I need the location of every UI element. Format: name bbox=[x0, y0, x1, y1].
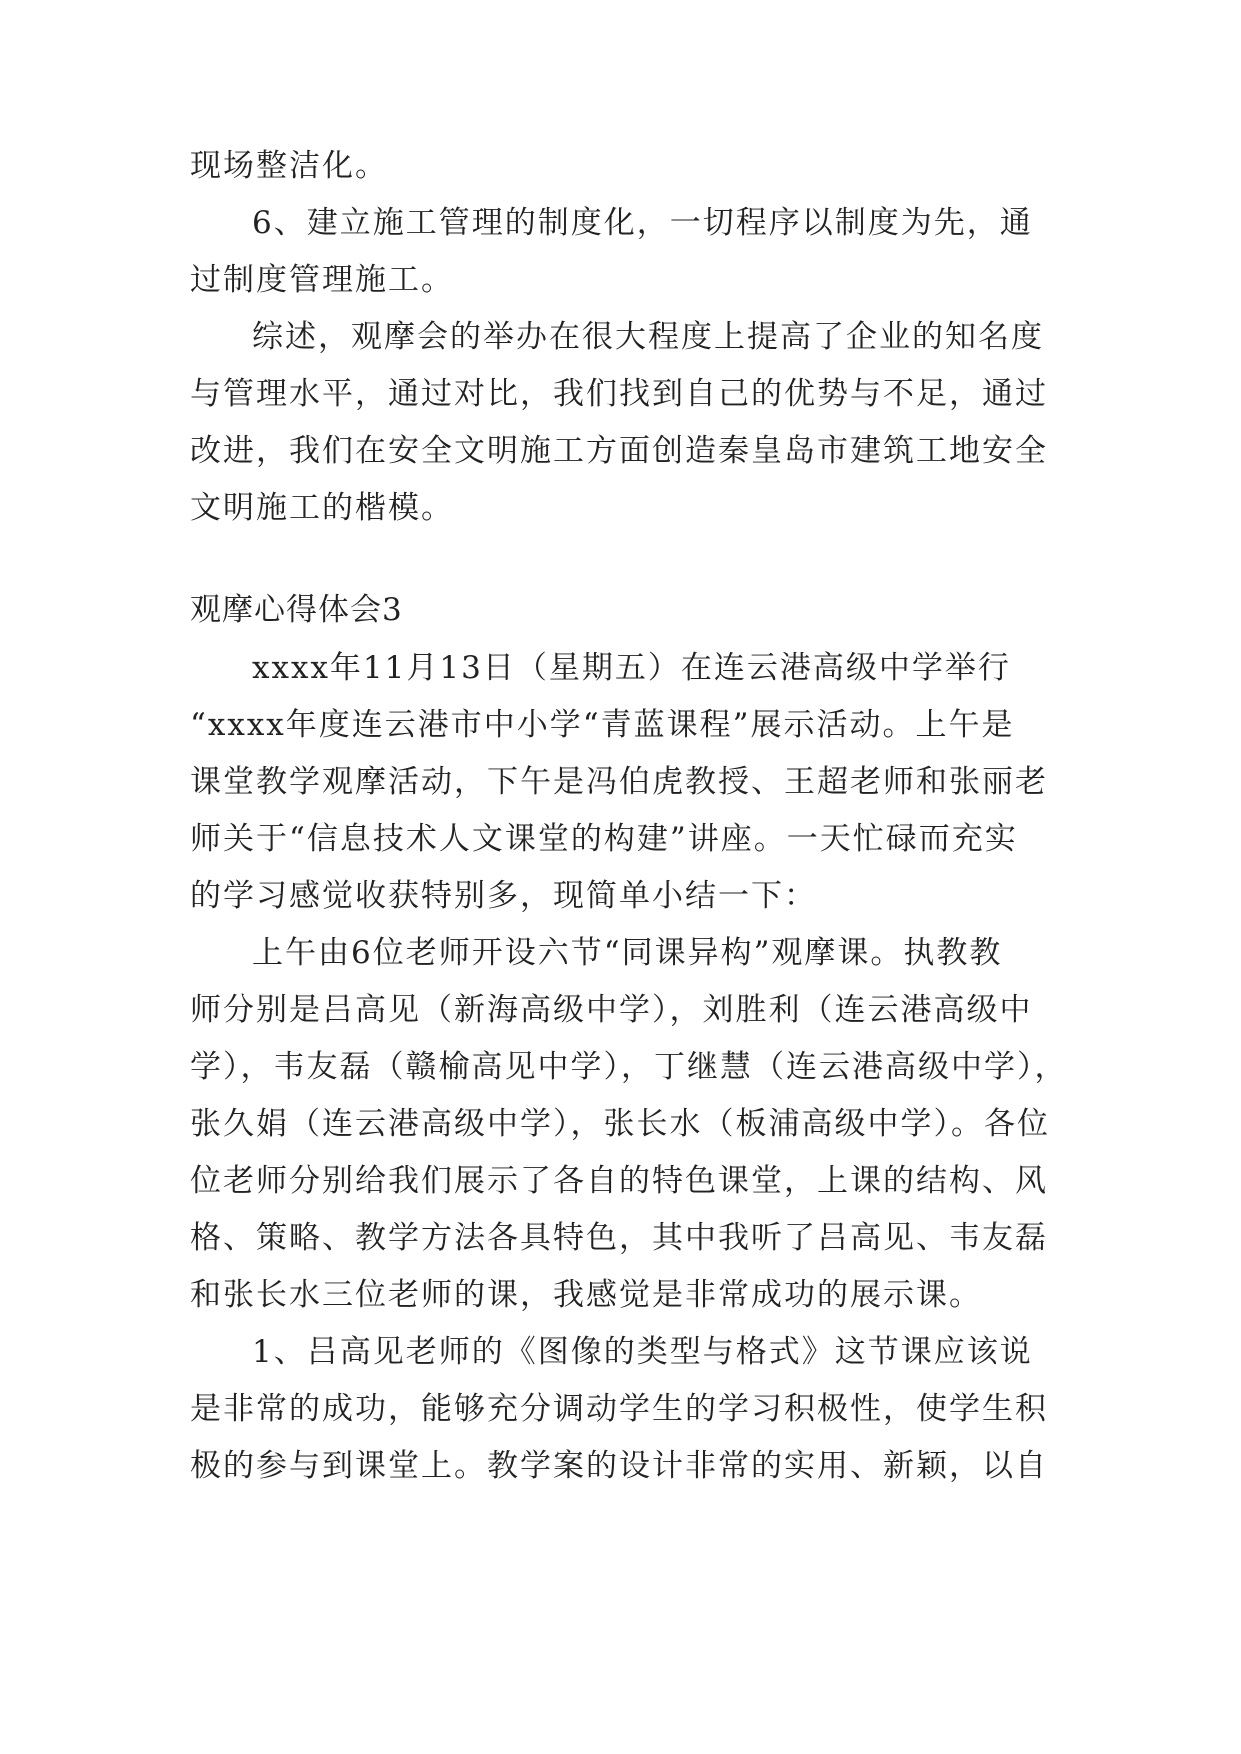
text-line: “xxxx年度连云港市中小学“青蓝课程”展示活动。上午是 bbox=[190, 707, 1015, 743]
text-line: 上午由6位老师开设六节“同课异构”观摩课。执教教 bbox=[252, 935, 1003, 971]
text-line: 位老师分别给我们展示了各自的特色课堂，上课的结构、风 bbox=[190, 1163, 1048, 1199]
text-line: 的学习感觉收获特别多，现简单小结一下： bbox=[190, 878, 817, 914]
text-line: 是非常的成功，能够充分调动学生的学习积极性，使学生积 bbox=[190, 1391, 1048, 1427]
text-line: xxxx年11月13日（星期五）在连云港高级中学举行 bbox=[252, 650, 1011, 686]
text-line: 文明施工的楷模。 bbox=[190, 490, 454, 526]
section-heading: 观摩心得体会3 bbox=[190, 592, 403, 628]
text-line: 6、建立施工管理的制度化，一切程序以制度为先，通 bbox=[252, 205, 1033, 241]
text-line: 极的参与到课堂上。教学案的设计非常的实用、新颖，以自 bbox=[190, 1448, 1048, 1484]
text-line: 格、策略、教学方法各具特色，其中我听了吕高见、韦友磊 bbox=[190, 1220, 1048, 1256]
text-line: 张久娟（连云港高级中学），张长水（板浦高级中学）。各位 bbox=[190, 1106, 1050, 1142]
text-line: 学），韦友磊（赣榆高见中学），丁继慧（连云港高级中学）， bbox=[190, 1049, 1068, 1085]
text-line: 改进，我们在安全文明施工方面创造秦皇岛市建筑工地安全 bbox=[190, 433, 1048, 469]
text-line: 课堂教学观摩活动，下午是冯伯虎教授、王超老师和张丽老 bbox=[190, 764, 1048, 800]
text-line: 与管理水平，通过对比，我们找到自己的优势与不足，通过 bbox=[190, 376, 1048, 412]
text-line: 综述，观摩会的举办在很大程度上提高了企业的知名度 bbox=[252, 319, 1044, 355]
text-line: 师分别是吕高见（新海高级中学），刘胜利（连云港高级中 bbox=[190, 992, 1033, 1028]
text-line: 现场整洁化。 bbox=[190, 148, 388, 184]
text-line: 过制度管理施工。 bbox=[190, 262, 454, 298]
text-line: 和张长水三位老师的课，我感觉是非常成功的展示课。 bbox=[190, 1277, 982, 1313]
text-line: 1、吕高见老师的《图像的类型与格式》这节课应该说 bbox=[252, 1334, 1033, 1370]
text-line: 师关于“信息技术人文课堂的构建”讲座。一天忙碌而充实 bbox=[190, 821, 1018, 857]
